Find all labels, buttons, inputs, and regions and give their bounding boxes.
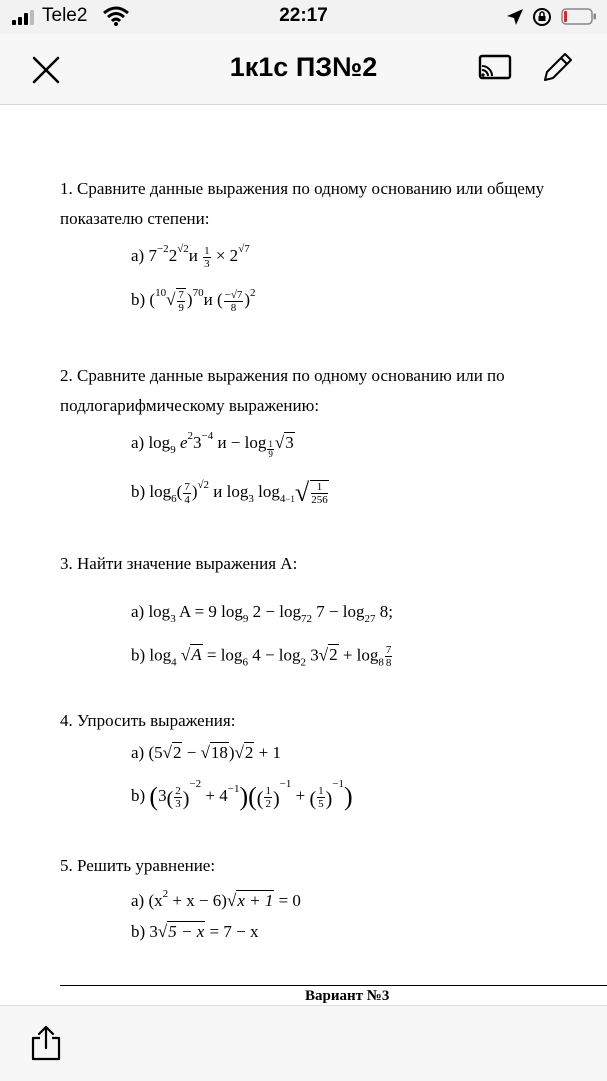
t3b-radical2: √ [318,645,329,665]
t4b-paren5: ( [256,788,264,810]
t3b-p1: = log [202,645,243,665]
carrier-name: Tele2 [42,5,88,26]
t1b-frac-num: 7 [178,289,184,302]
t1a-frac-den: 3 [204,257,210,270]
page-title: 1к1с ПЗ№2 [229,52,378,82]
t4b-paren7: ( [309,788,317,810]
t3b-sqrt2: 2 [329,645,338,665]
task-1-text: 1. Сравните данные выражения по одному основанию или общему [60,179,545,198]
t1a-exp3: √7 [238,243,250,255]
t1a-times: × 2 [215,246,239,265]
t4b-paren3: ) [182,788,190,810]
t1b-frac [176,288,186,314]
t4b-plus2: + [291,786,310,805]
t1a-frac-num: 1 [204,244,210,257]
task-3-b [131,644,393,669]
t4b-f2-num: 1 [265,784,271,797]
t1a-base2: 2 [168,246,178,265]
t1b-exp2: 2 [250,287,256,299]
orientation-lock-icon [532,7,552,27]
t2a-rest: и − log [213,433,267,452]
t1a-exp1: −2 [156,243,169,255]
t2b-log: log [253,482,280,501]
t2b-base3-exp: −1 [285,494,295,504]
t1b-frac2 [224,289,244,314]
share-icon[interactable] [30,1024,62,1062]
t4a-rad3: √ [234,743,244,762]
t4b-paren8: ) [325,788,333,810]
t4b-f2-den: 2 [265,797,271,810]
t3a-p4: 8; [375,602,394,621]
t3a-p2: 2 − log [248,602,301,621]
t2a-three-exp: −4 [201,430,214,442]
next-variant-heading: Вариант №3 [305,988,390,1004]
navigation-bar [0,34,607,105]
cast-icon[interactable] [478,53,512,83]
t2b-sqrt-den: 256 [311,494,328,507]
t5b-sqrt: 5 − x [168,922,205,941]
t3b-frac-den: 8 [385,657,392,669]
t2a-sub-frac [267,440,274,459]
t2b-base2: 3 [248,493,254,505]
t4b-three: 3 [158,786,167,805]
task-1-text-cont: показателю степени: [60,209,210,228]
t4a-minus: − [182,743,201,762]
t2b-prefix: b) log [131,482,172,501]
t5a-mid: + x − 6) [168,891,227,910]
t1b-root-index: 10 [155,287,167,299]
t4a-end: + 1 [254,743,282,762]
t2b-sqrt-num: 1 [311,481,328,494]
t4a-close: ) [228,743,235,762]
t1b-paren: ) [186,290,193,309]
t4b-plus: + 4 [201,786,228,805]
t1b-paren2: ) [244,290,251,309]
t4b-paren9: ) [344,782,353,811]
t4b-f1-den: 3 [175,797,181,810]
t5a-end: = 0 [274,891,301,910]
t2b-frac-num: 7 [184,480,190,493]
t4b-prefix: b) [131,786,146,805]
t3b-b1: 4 [171,656,177,669]
t5a-radical: √ [226,891,237,910]
t1b-frac2-num: −√7 [224,288,243,301]
t2b-base: 6 [171,493,177,505]
t4b-paren4: )( [239,782,257,811]
task-4-a [131,743,281,763]
t1b-and: и ( [203,290,223,309]
t3b-frac [385,644,393,669]
t3a-b3: 72 [300,613,312,625]
t4b-paren1: ( [149,782,159,811]
t1b-radical: √ [166,290,176,309]
task-2-a [131,430,295,459]
t2a-prefix: a) log [131,433,171,452]
t3b-frac-num: 7 [385,644,392,656]
task-2-text-cont: подлогарифмическому выражению: [60,396,320,415]
t2a-e-exp: 2 [187,430,193,442]
task-3-a [131,602,393,625]
t2b-paren-close: ) [191,482,198,501]
t3b-b4: 8 [378,656,384,669]
t4b-f3-den: 5 [318,797,324,810]
t4a-s3: 2 [244,743,254,762]
t1b-prefix: b) ( [131,290,156,309]
t2b-base3: 4 [279,493,286,505]
bottom-toolbar [0,1005,607,1081]
t3a-p3: 7 − log [311,602,365,621]
status-bar [0,0,607,34]
t2b-paren-open: ( [176,482,183,501]
t2a-base: 9 [170,444,176,456]
t3a-b1: 3 [170,613,176,625]
t2a-three: 3 [192,433,202,452]
t4a-s1: 2 [172,743,182,762]
t5b-radical: √ [157,922,168,941]
t4b-exp3: −1 [332,778,345,790]
battery-icon [561,8,597,25]
t4b-paren6: ) [272,788,280,810]
t2a-sub-num: 1 [268,439,273,449]
task-4-b [131,778,353,812]
task-5-a [131,888,301,911]
t1a-frac [203,245,211,270]
t3b-prefix: b) log [131,645,172,665]
t1a-exp2: √2 [177,243,189,255]
t4b-f1-num: 2 [175,784,181,797]
t1b-frac2-den: 8 [230,301,237,314]
t2a-e: e [175,433,188,452]
task-1-b [131,287,256,314]
t5a-sqrt: x + 1 [237,891,274,910]
document-page[interactable] [0,105,607,1005]
t4b-f3-num: 1 [318,784,324,797]
t4a-prefix: a) (5 [131,743,163,762]
edit-pencil-icon[interactable] [539,50,575,86]
t2b-exp: √2 [197,479,210,491]
task-5-b [131,922,258,942]
t4b-f1 [174,785,182,810]
t4b-exp1: −2 [189,778,202,790]
t2a-sub-den: 9 [268,449,273,459]
t3a-p1: A = 9 log [175,602,243,621]
t5a-sq: 2 [162,888,169,900]
table-border [60,985,607,986]
t3a-b4: 27 [364,613,376,625]
task-2-text: 2. Сравните данные выражения по одному основанию или по [60,366,505,385]
t3b-p2: 4 − log [247,645,301,665]
t5b-prefix: b) 3 [131,922,158,941]
t3b-radical: √ [176,645,191,665]
location-arrow-icon [506,8,524,26]
t3b-b2: 6 [242,656,248,669]
t4b-f2 [264,785,272,810]
t4b-exp-m1: −1 [227,783,240,795]
t2b-frac-den: 4 [184,493,190,506]
t1b-exp: 70 [192,287,204,299]
t1a-and: и [188,246,198,265]
t3b-p4: + log [338,645,379,665]
task-5-text: 5. Решить уравнение: [60,856,216,875]
t3a-b2: 9 [242,613,249,625]
t4b-f3 [317,785,325,810]
t5a-prefix: a) (x [131,891,163,910]
t5b-end: = 7 − x [205,922,259,941]
task-2-b [131,478,330,508]
task-3-text: 3. Найти значение выражения А: [60,554,298,573]
t3b-p3: 3 [306,645,319,665]
t1b-frac-den: 9 [178,302,184,315]
t3b-b3: 2 [300,656,306,669]
t2a-radical: √ [274,433,285,452]
t4a-rad2: √ [200,743,210,762]
task-1-a [131,243,250,270]
t4b-paren2: ( [166,788,174,810]
status-time: 22:17 [279,5,328,26]
t2b-mid: и log [209,482,249,501]
t2b-frac [183,481,191,506]
t4a-rad1: √ [162,743,172,762]
t4b-exp2: −1 [279,778,292,790]
t3b-sqrtA: A [191,645,202,665]
t3a-prefix: a) log [131,602,171,621]
t2a-sqrt: 3 [285,433,294,452]
task-4-text: 4. Упросить выражения: [60,711,236,730]
t1a-prefix: a) 7 [131,246,157,265]
t2b-sqrt-frac [310,480,329,506]
t2b-radical: √ [294,478,310,507]
t4a-s2: 18 [210,743,228,762]
